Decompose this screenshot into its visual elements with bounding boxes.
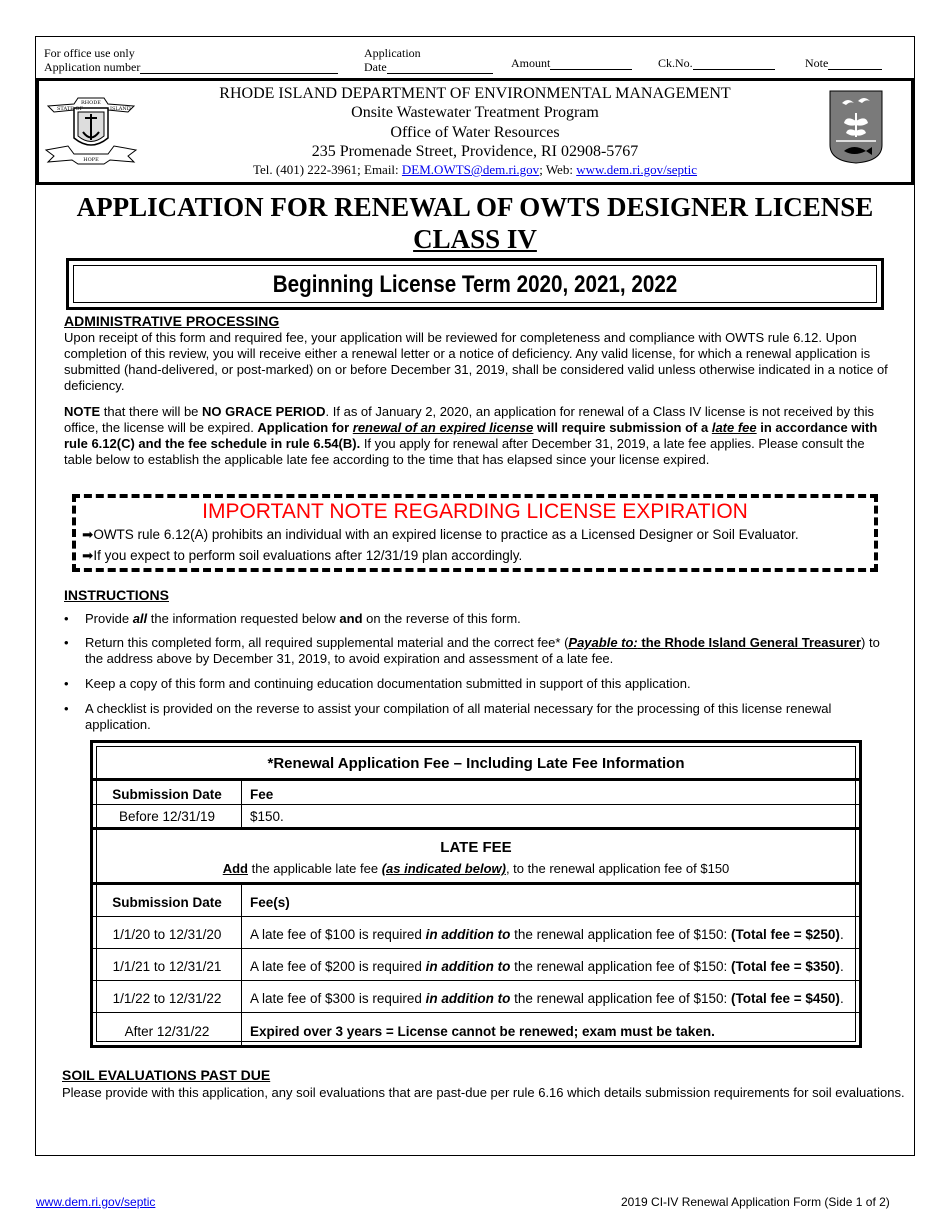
admin-paragraph: Upon receipt of this form and required fee, your application will be reviewed for completeness and compliance with OWTS rule 6.12. Upon completion of this review, you will receive either a renewal letter or a notice of deficiency. Any valid license, for which a renewal application is submitted (hand-delivered, or post-marked) on or before December 31, 2019, shall be considered valid unless otherwise indicated in a notice of deficiency.	[64, 330, 888, 393]
base-fee: $150.	[250, 809, 284, 824]
important-note-line-1	[82, 527, 799, 543]
bullet-icon: •	[64, 611, 69, 626]
office-use-block	[44, 46, 338, 74]
tel-text: Tel. (401) 222-3961; Email:	[252, 162, 402, 177]
note-text-h: If you apply for renewal after December 31, 2019, a late fee applies. Please consult the table below to establish the applicable late fee according to the time that has elapsed since your license expired.	[64, 436, 865, 467]
form-title: APPLICATION FOR RENEWAL OF OWTS DESIGNER LICENSE	[76, 192, 874, 222]
application-date-label-2: Date	[364, 60, 387, 74]
seal-top-text: RHODE	[81, 100, 101, 106]
soil-text: Please provide with this application, any soil evaluations that are past-due per rule 6.16 which details submission requirements for soil evaluations.	[62, 1085, 905, 1100]
col-fee: Fee	[250, 787, 274, 802]
fee-table	[90, 740, 862, 1048]
col-fees: Fee(s)	[250, 895, 290, 910]
important-note-text-2: If you expect to perform soil evaluations after 12/31/19 plan accordingly.	[93, 548, 523, 563]
note-text-g: in accordance with rule 6.12(C) and the fee schedule in rule 6.54(B).	[64, 420, 878, 451]
amount-label: Amount	[511, 56, 551, 70]
b3-text: Keep a copy of this form and continuing education documentation submitted in support of this application.	[85, 676, 691, 691]
footer-form-id: 2019 CI-IV Renewal Application Form (Side 1 of 2)	[621, 1195, 890, 1209]
program-name: Onsite Wastewater Treatment Program	[351, 104, 599, 121]
late-text-b: (as indicated below)	[381, 861, 506, 876]
b1-all: all	[132, 611, 148, 626]
b2-text-a: Return this completed form, all required supplemental material and the correct fee* (	[85, 635, 569, 650]
important-note-title: IMPORTANT NOTE REGARDING LICENSE EXPIRATION	[202, 500, 748, 523]
note-word: NOTE	[64, 404, 101, 419]
application-number-field[interactable]	[140, 61, 338, 74]
application-date-label-1: Application	[364, 46, 421, 60]
b1-text-e: on the reverse of this form.	[362, 611, 521, 626]
ck-no-label: Ck.No.	[658, 56, 693, 70]
important-note-line-2	[82, 548, 522, 564]
form-subtitle	[0, 224, 950, 255]
ck-no-field[interactable]	[693, 57, 775, 70]
amount-field[interactable]	[550, 57, 632, 70]
note-paragraph	[64, 404, 890, 468]
late-row-fee: A late fee of $300 is required in addition to the renewal application fee of $150: (Total fee = $450).	[250, 991, 844, 1006]
note-text-a: that there will be	[100, 404, 203, 419]
b4-text: A checklist is provided on the reverse to assist your compilation of all material necessary for the processing of this license renewal application.	[85, 701, 832, 732]
late-row-date: 1/1/22 to 12/31/22	[112, 991, 222, 1006]
note-text-e: will require submission of a	[533, 420, 712, 435]
note-label: Note	[805, 56, 829, 70]
late-fee-text: late fee	[711, 420, 757, 435]
footer-web-link[interactable]: www.dem.ri.gov/septic	[36, 1195, 156, 1209]
b2-text-d: ) to the address above by December 31, 2019, to avoid expiration and assessment of a late fee.	[85, 635, 880, 666]
admin-heading: ADMINISTRATIVE PROCESSING	[64, 313, 280, 329]
late-row-fee: A late fee of $200 is required in addition to the renewal application fee of $150: (Total fee = $350).	[250, 959, 844, 974]
before-date: Before 12/31/19	[118, 809, 216, 824]
class-label: CLASS IV	[413, 224, 537, 254]
note-text-c: Application for	[257, 420, 353, 435]
instructions-heading: INSTRUCTIONS	[64, 587, 169, 603]
fee-table-title: *Renewal Application Fee – Including Late Fee Information	[267, 755, 685, 772]
col-submission-date-2: Submission Date	[112, 895, 222, 910]
last-row-date: After 12/31/22	[124, 1024, 210, 1039]
no-grace-text: NO GRACE PERIOD	[202, 404, 326, 419]
bullet-icon: •	[64, 676, 69, 691]
note-field[interactable]	[828, 57, 882, 70]
application-date-block	[364, 46, 493, 74]
late-add: Add	[222, 861, 248, 876]
late-text-c: , to the renewal application fee of $150	[505, 861, 730, 876]
b1-text-c: the information requested below	[147, 611, 340, 626]
license-term: Beginning License Term 2020, 2021, 2022	[272, 271, 678, 298]
late-row-date: 1/1/20 to 12/31/20	[112, 927, 222, 942]
b1-text-a: Provide	[85, 611, 133, 626]
department-name: RHODE ISLAND DEPARTMENT OF ENVIRONMENTAL MANAGEMENT	[219, 85, 731, 102]
important-note-box	[72, 494, 878, 572]
seal-right-text: ISLAND	[110, 106, 131, 112]
payable-to: Payable to:	[568, 635, 638, 650]
office-name: Office of Water Resources	[390, 124, 560, 141]
seal-bottom-text: HOPE	[83, 157, 99, 163]
note-text-b: . If as of January 2, 2020, an application for renewal of a Class IV license is not received by this office, the license will be expired.	[64, 404, 874, 435]
arrow-icon: ➡	[82, 548, 94, 563]
arrow-icon: ➡	[82, 527, 94, 542]
bullet-icon: •	[64, 635, 69, 650]
web-link[interactable]: www.dem.ri.gov/septic	[576, 162, 698, 177]
email-link[interactable]: DEM.OWTS@dem.ri.gov	[401, 162, 540, 177]
soil-heading: SOIL EVALUATIONS PAST DUE	[62, 1067, 271, 1083]
late-fee-title: LATE FEE	[440, 839, 512, 856]
seal-left-text: STATE OF	[57, 106, 83, 112]
b1-and: and	[339, 611, 363, 626]
expired-license-text: renewal of an expired license	[352, 420, 534, 435]
important-note-text-1: OWTS rule 6.12(A) prohibits an individual with an expired license to practice as a Licensed Designer or Soil Evaluator.	[93, 527, 799, 542]
office-use-label: For office use only	[44, 46, 135, 60]
late-row-date: 1/1/21 to 12/31/21	[112, 959, 222, 974]
late-text-a: the applicable late fee	[247, 861, 382, 876]
bullet-icon: •	[64, 701, 69, 716]
license-term-box	[66, 258, 884, 310]
contact-line	[0, 162, 950, 178]
application-date-field[interactable]	[387, 61, 493, 74]
treasurer: the Rhode Island General Treasurer	[637, 635, 862, 650]
last-row-fee: Expired over 3 years = License cannot be renewed; exam must be taken.	[250, 1024, 715, 1039]
col-submission-date: Submission Date	[112, 787, 222, 802]
late-row-fee: A late fee of $100 is required in addition to the renewal application fee of $150: (Total fee = $250).	[250, 927, 844, 942]
late-fee-instruction	[93, 861, 859, 876]
web-label: ; Web:	[539, 162, 577, 177]
office-address: 235 Promenade Street, Providence, RI 02908-5767	[311, 143, 639, 160]
application-number-label: Application number	[44, 60, 141, 74]
